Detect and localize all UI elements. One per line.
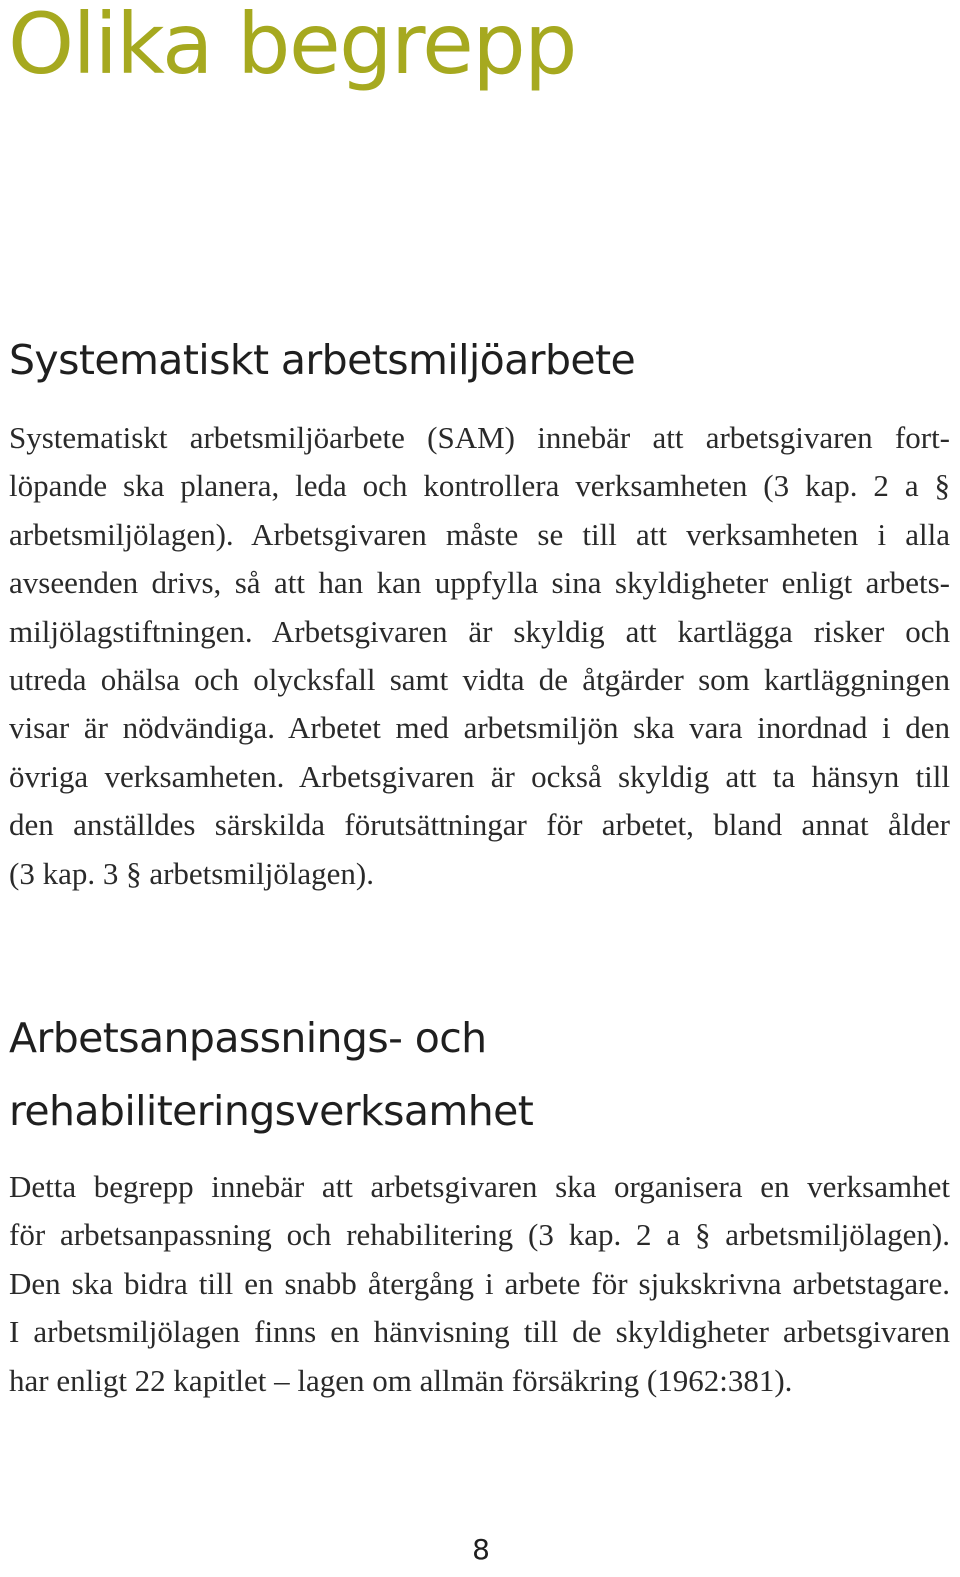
paragraph-line: Detta begrepp innebär att arbetsgivaren ska organisera en verksamhet xyxy=(9,1169,950,1204)
page-number: 8 xyxy=(472,1533,490,1566)
paragraph-line: Den ska bidra till en snabb återgång i arbete för sjukskrivna arbetstagare. xyxy=(9,1265,950,1301)
heading-line: Arbetsanpassnings- och xyxy=(9,1014,487,1062)
paragraph-line: övriga verksamheten. Arbetsgivaren är också skyldig att ta hänsyn till xyxy=(9,758,950,794)
paragraph-sam xyxy=(9,414,950,898)
paragraph-line: utreda ohälsa och olycksfall samt vidta de åtgärder som kartläggningen xyxy=(9,662,950,698)
paragraph-line: arbetsmiljölagen). Arbetsgivaren måste se till att verksamheten i alla xyxy=(9,516,950,552)
heading-line: rehabiliteringsverksamhet xyxy=(9,1087,534,1135)
paragraph-line: avseenden drivs, så att han kan uppfylla sina skyldigheter enligt arbets- xyxy=(9,565,950,601)
paragraph-line: har enligt 22 kapitlet – lagen om allmän försäkring (1962:381). xyxy=(9,1362,793,1398)
section-heading-sam: Systematiskt arbetsmiljöarbete xyxy=(9,336,636,384)
paragraph-line: löpande ska planera, leda och kontrollera verksamheten (3 kap. 2 a § xyxy=(9,468,950,504)
page-title: Olika begrepp xyxy=(8,0,576,93)
paragraph-line: visar är nödvändiga. Arbetet med arbetsmiljön ska vara inordnad i den xyxy=(9,710,950,746)
paragraph-line: den anställdes särskilda förutsättningar för arbetet, bland annat ålder xyxy=(9,807,950,843)
paragraph-line: Systematiskt arbetsmiljöarbete (SAM) innebär att arbetsgivaren fort- xyxy=(9,420,950,455)
section-heading-rehab xyxy=(9,1002,533,1148)
paragraph-line: miljölagstiftningen. Arbetsgivaren är skyldig att kartlägga risker och xyxy=(9,613,950,649)
paragraph-line: (3 kap. 3 § arbetsmiljölagen). xyxy=(9,855,375,891)
paragraph-line: I arbetsmiljölagen finns en hänvisning till de skyldigheter arbetsgivaren xyxy=(9,1314,950,1350)
paragraph-rehab xyxy=(9,1163,950,1405)
paragraph-line: för arbetsanpassning och rehabilitering (3 kap. 2 a § arbetsmiljölagen). xyxy=(9,1217,950,1253)
